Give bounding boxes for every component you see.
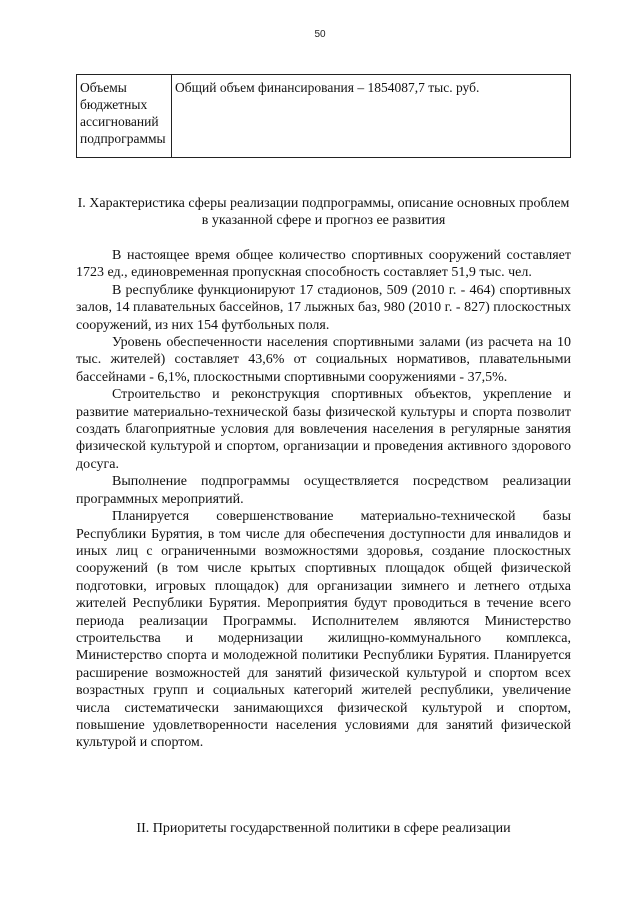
paragraph: В республике функционируют 17 стадионов, 509 (2010 г. - 464) спортивных залов, 14 плавательных бассейнов, 17 лыжных баз, 980 (2010 г. - 827) плоскостных сооружений, из них 154 футбольных поля. xyxy=(76,282,571,333)
table-row xyxy=(77,75,571,158)
section-2-title: II. Приоритеты государственной политики в сфере реализации xyxy=(136,821,511,836)
table-value-cell: Общий объем финансирования – 1854087,7 тыс. руб. xyxy=(172,75,571,158)
paragraph: В настоящее время общее количество спортивных сооружений составляет 1723 ед., единовременная пропускная способность составляет 51,9 тыс. чел. xyxy=(76,248,571,281)
section-1-body xyxy=(76,247,571,752)
paragraph: Выполнение подпрограммы осуществляется посредством реализации программных мероприятий. xyxy=(76,474,571,507)
table-label-cell: Объемы бюджетных ассигнований подпрограммы xyxy=(77,75,172,158)
paragraph: Уровень обеспеченности населения спортивными залами (из расчета на 10 тыс. жителей) составляет 43,6% от социальных нормативов, плавательными бассейнами - 6,1%, плоскостными спортивными сооружениями - 37,5%. xyxy=(76,335,571,385)
paragraph: Строительство и реконструкция спортивных объектов, укрепление и развитие материально-технической базы физической культуры и спорта позволит создать благоприятные условия для вовлечения населения в регулярные занятия физической культурой и спортом, организации и проведения активного здорового досуга. xyxy=(76,387,571,472)
section-1-title: I. Характеристика сферы реализации подпрограммы, описание основных проблем в указанной сфере и прогноз ее развития xyxy=(77,196,570,228)
budget-table xyxy=(76,74,571,158)
paragraph: Планируется совершенствование материально-технической базы Республики Бурятия, в том числе для обеспечения доступности для инвалидов и иных лиц с ограниченными возможностями здоровья, создание плоскостных сооружений (в том числе крытых спортивных площадок общей физической подготовки, игровых площадок) для организации зимнего и летнего отдыха жителей Республики Бурятия. Мероприятия будут проводиться в течение всего периода реализации Программы. Исполнителем являются Министерство строительства и модернизации жилищно-коммунального комплекса, Министерство спорта и молодежной политики Республики Бурятия. Планируется расширение возможностей для занятий физической культурой и спортом всех возрастных групп и социальных категорий жителей республики, увеличение числа систематически занимающихся физической культурой и спортом, повышение удовлетворенности населения условиями для занятий физической культурой и спортом. xyxy=(76,509,571,751)
page-number: 50 xyxy=(314,29,326,40)
